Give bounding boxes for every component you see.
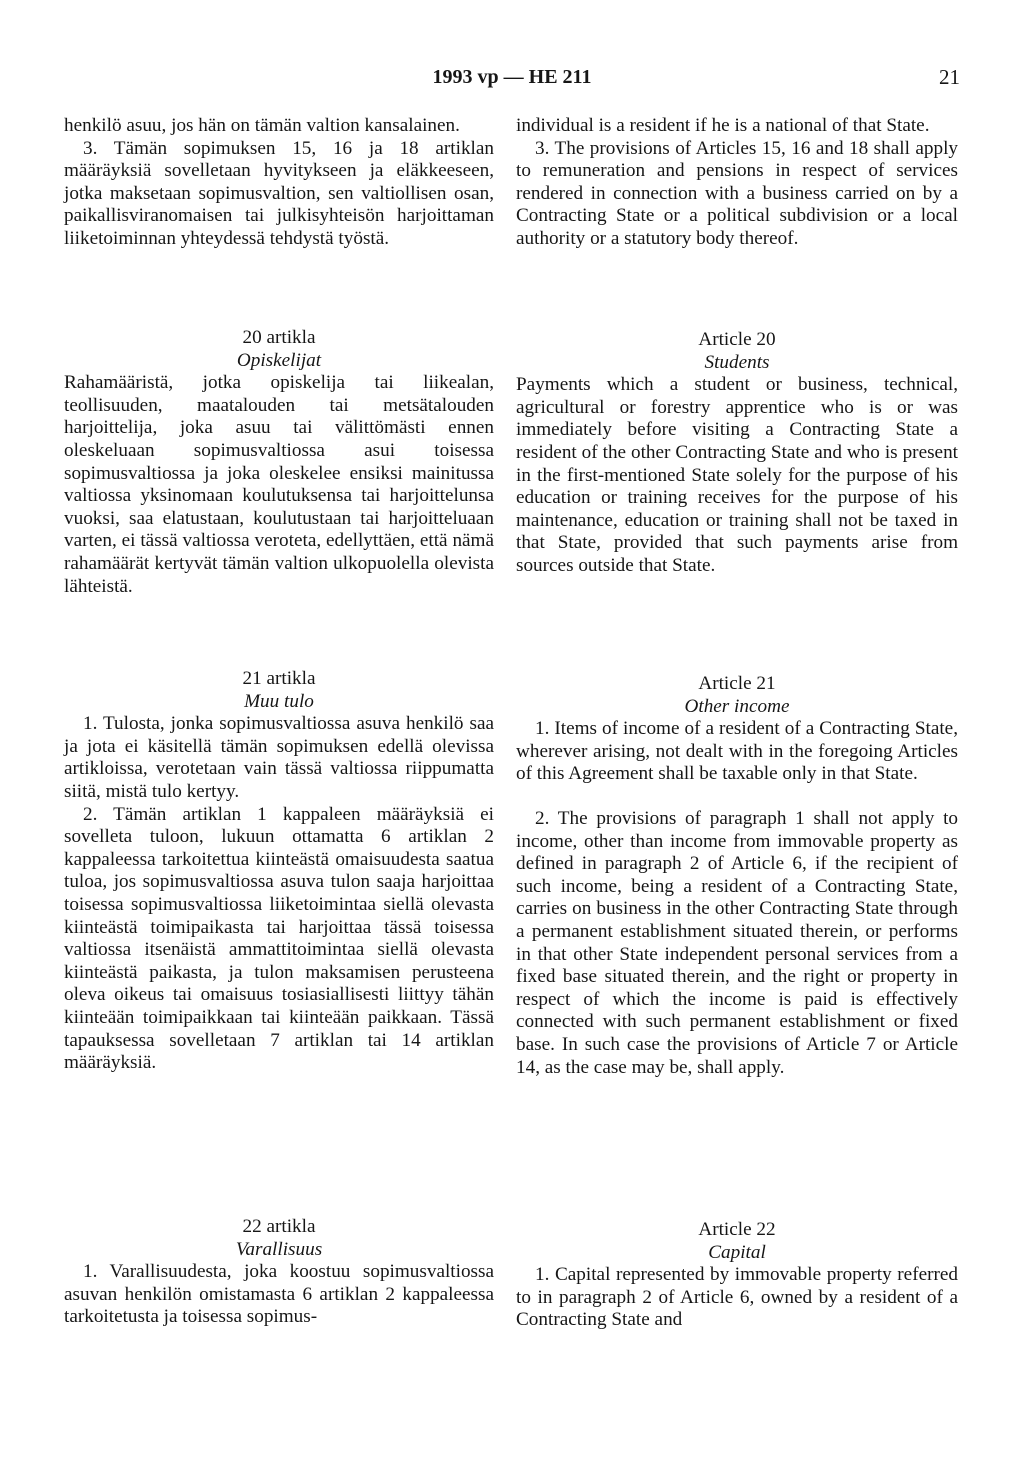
fi-article-20 <box>64 327 494 598</box>
fi-article-21-paragraph-1: 1. Tulosta, jonka sopimusvaltiossa asuva henkilö saa ja jota ei käsitellä tämän sopimuksen edellä olevissa artikloissa, verotetaan vain tässä valtiossa riippumatta siitä, mistä tulo kertyy. <box>64 713 494 802</box>
fi-article-20-text: Rahamääristä, jotka opiskelija tai liikealan, teollisuuden, maatalouden tai metsätalouden harjoittelija, joka asuu tai välittömästi ennen oleskeluaan sopimusvaltiossa asui toisessa sopimusvaltiossa ja joka oleskelee ensiksi mainitussa valtiossa yksinomaan koulutuksensa tai harjoittelunsa vuoksi, saa elatustaan, koulutustaan tai harjoitteluaan varten, ei tässä valtiossa veroteta, edellyttäen, että nämä rahamäärät kertyvät tämän valtion ulkopuolella olevista lähteistä. <box>64 372 494 597</box>
en-article-20-text: Payments which a student or business, technical, agricultural or forestry apprentice who is or was immediately before visiting a Contracting State a resident of the other Contracting State and who is present in the first-mentioned State solely for the purpose of his education or training receives for the purpose of his maintenance, education or training shall not be taxed in that State, provided that such payments arise from sources outside that State. <box>516 374 958 576</box>
en-article-22 <box>516 1219 958 1332</box>
fi-article-21-title: Muu tulo <box>244 690 314 712</box>
en-intro-continuation: individual is a resident if he is a national of that State. <box>516 115 930 136</box>
en-paragraph-3: 3. The provisions of Articles 15, 16 and 18 shall apply to remuneration and pensions in respect of services rendered in connection with a business carried on by a Contracting State or a political subdivision or a local authority or a statutory body thereof. <box>516 137 958 249</box>
fi-article-22 <box>64 1216 494 1329</box>
fi-article-21 <box>64 668 494 1075</box>
en-article-22-title: Capital <box>708 1241 766 1263</box>
en-article-21-title: Other income <box>684 695 790 717</box>
en-intro-section <box>516 115 958 251</box>
fi-article-21-paragraph-2: 2. Tämän artiklan 1 kappaleen määräyksiä ei sovelleta tuloon, lukuun ottamatta 6 artiklan 2 kappaleessa tarkoitettua kiinteästä omaisuudesta saatua tuloa, jos sopimusvaltiossa asuva tulon saaja harjoittaa toisessa sopimusvaltiossa liiketoimintaa siellä olevasta kiinteästä toimipaikasta tai harjoittaa tässä toisessa valtiossa itsenäistä ammattitoimintaa siellä olevasta kiinteästä paikasta, ja tulon maksamisen perusteena oleva oikeus tai omaisuus tosiasiallisesti liittyy tähän kiinteään toimipaikkaan tai kiinteään paikkaan. Tässä tapauksessa sovelletaan 7 artiklan tai 14 artiklan määräyksiä. <box>64 803 494 1074</box>
en-article-20-number: Article 20 <box>698 329 776 350</box>
en-article-21 <box>516 673 958 1079</box>
en-article-21-paragraph-1: 1. Items of income of a resident of a Contracting State, wherever arising, not dealt with in the foregoing Articles of this Agreement shall be taxable only in that State. <box>516 718 958 785</box>
fi-intro-section <box>64 115 494 251</box>
running-title: 1993 vp — HE 211 <box>432 66 592 88</box>
fi-intro-continuation: henkilö asuu, jos hän on tämän valtion kansalainen. <box>64 115 460 136</box>
en-article-22-number: Article 22 <box>698 1219 776 1240</box>
en-article-20-title: Students <box>704 351 770 373</box>
page-number: 21 <box>939 65 960 89</box>
page-header <box>0 62 1024 92</box>
en-article-22-paragraph-1: 1. Capital represented by immovable property referred to in paragraph 2 of Article 6, owned by a resident of a Contracting State and <box>516 1264 958 1331</box>
fi-article-20-number: 20 artikla <box>242 327 316 348</box>
fi-article-21-number: 21 artikla <box>242 668 316 689</box>
fi-article-20-title: Opiskelijat <box>236 349 322 371</box>
en-article-20 <box>516 329 958 578</box>
fi-paragraph-3: 3. Tämän sopimuksen 15, 16 ja 18 artiklan määräyksiä sovelletaan hyvitykseen ja eläkkeeseen, jotka maksetaan sopimusvaltion, sen valtiollisen osan, paikallisviranomaisen tai julkisyhteisön harjoittaman liiketoiminnan yhteydessä tehdystä työstä. <box>64 137 494 249</box>
en-article-21-paragraph-2: 2. The provisions of paragraph 1 shall not apply to income, other than income from immovable property as defined in paragraph 2 of Article 6, if the recipient of such income, being a resident of a Contracting State, carries on business in the other Contracting State through a permanent establishment situated therein, or performs in that other State independent personal services from a fixed base situated therein, and the right or property in respect of which the income is paid is effectively connected with such permanent establishment or fixed base. In such case the provisions of Article 7 or Article 14, as the case may be, shall apply. <box>516 807 958 1078</box>
fi-article-22-title: Varallisuus <box>235 1238 323 1260</box>
fi-article-22-number: 22 artikla <box>242 1216 316 1237</box>
en-article-21-number: Article 21 <box>698 673 776 694</box>
fi-article-22-paragraph-1: 1. Varallisuudesta, joka koostuu sopimusvaltiossa asuvan henkilön omistamasta 6 artiklan 2 kappaleessa tarkoitetusta ja toisessa sopimus- <box>64 1261 494 1328</box>
